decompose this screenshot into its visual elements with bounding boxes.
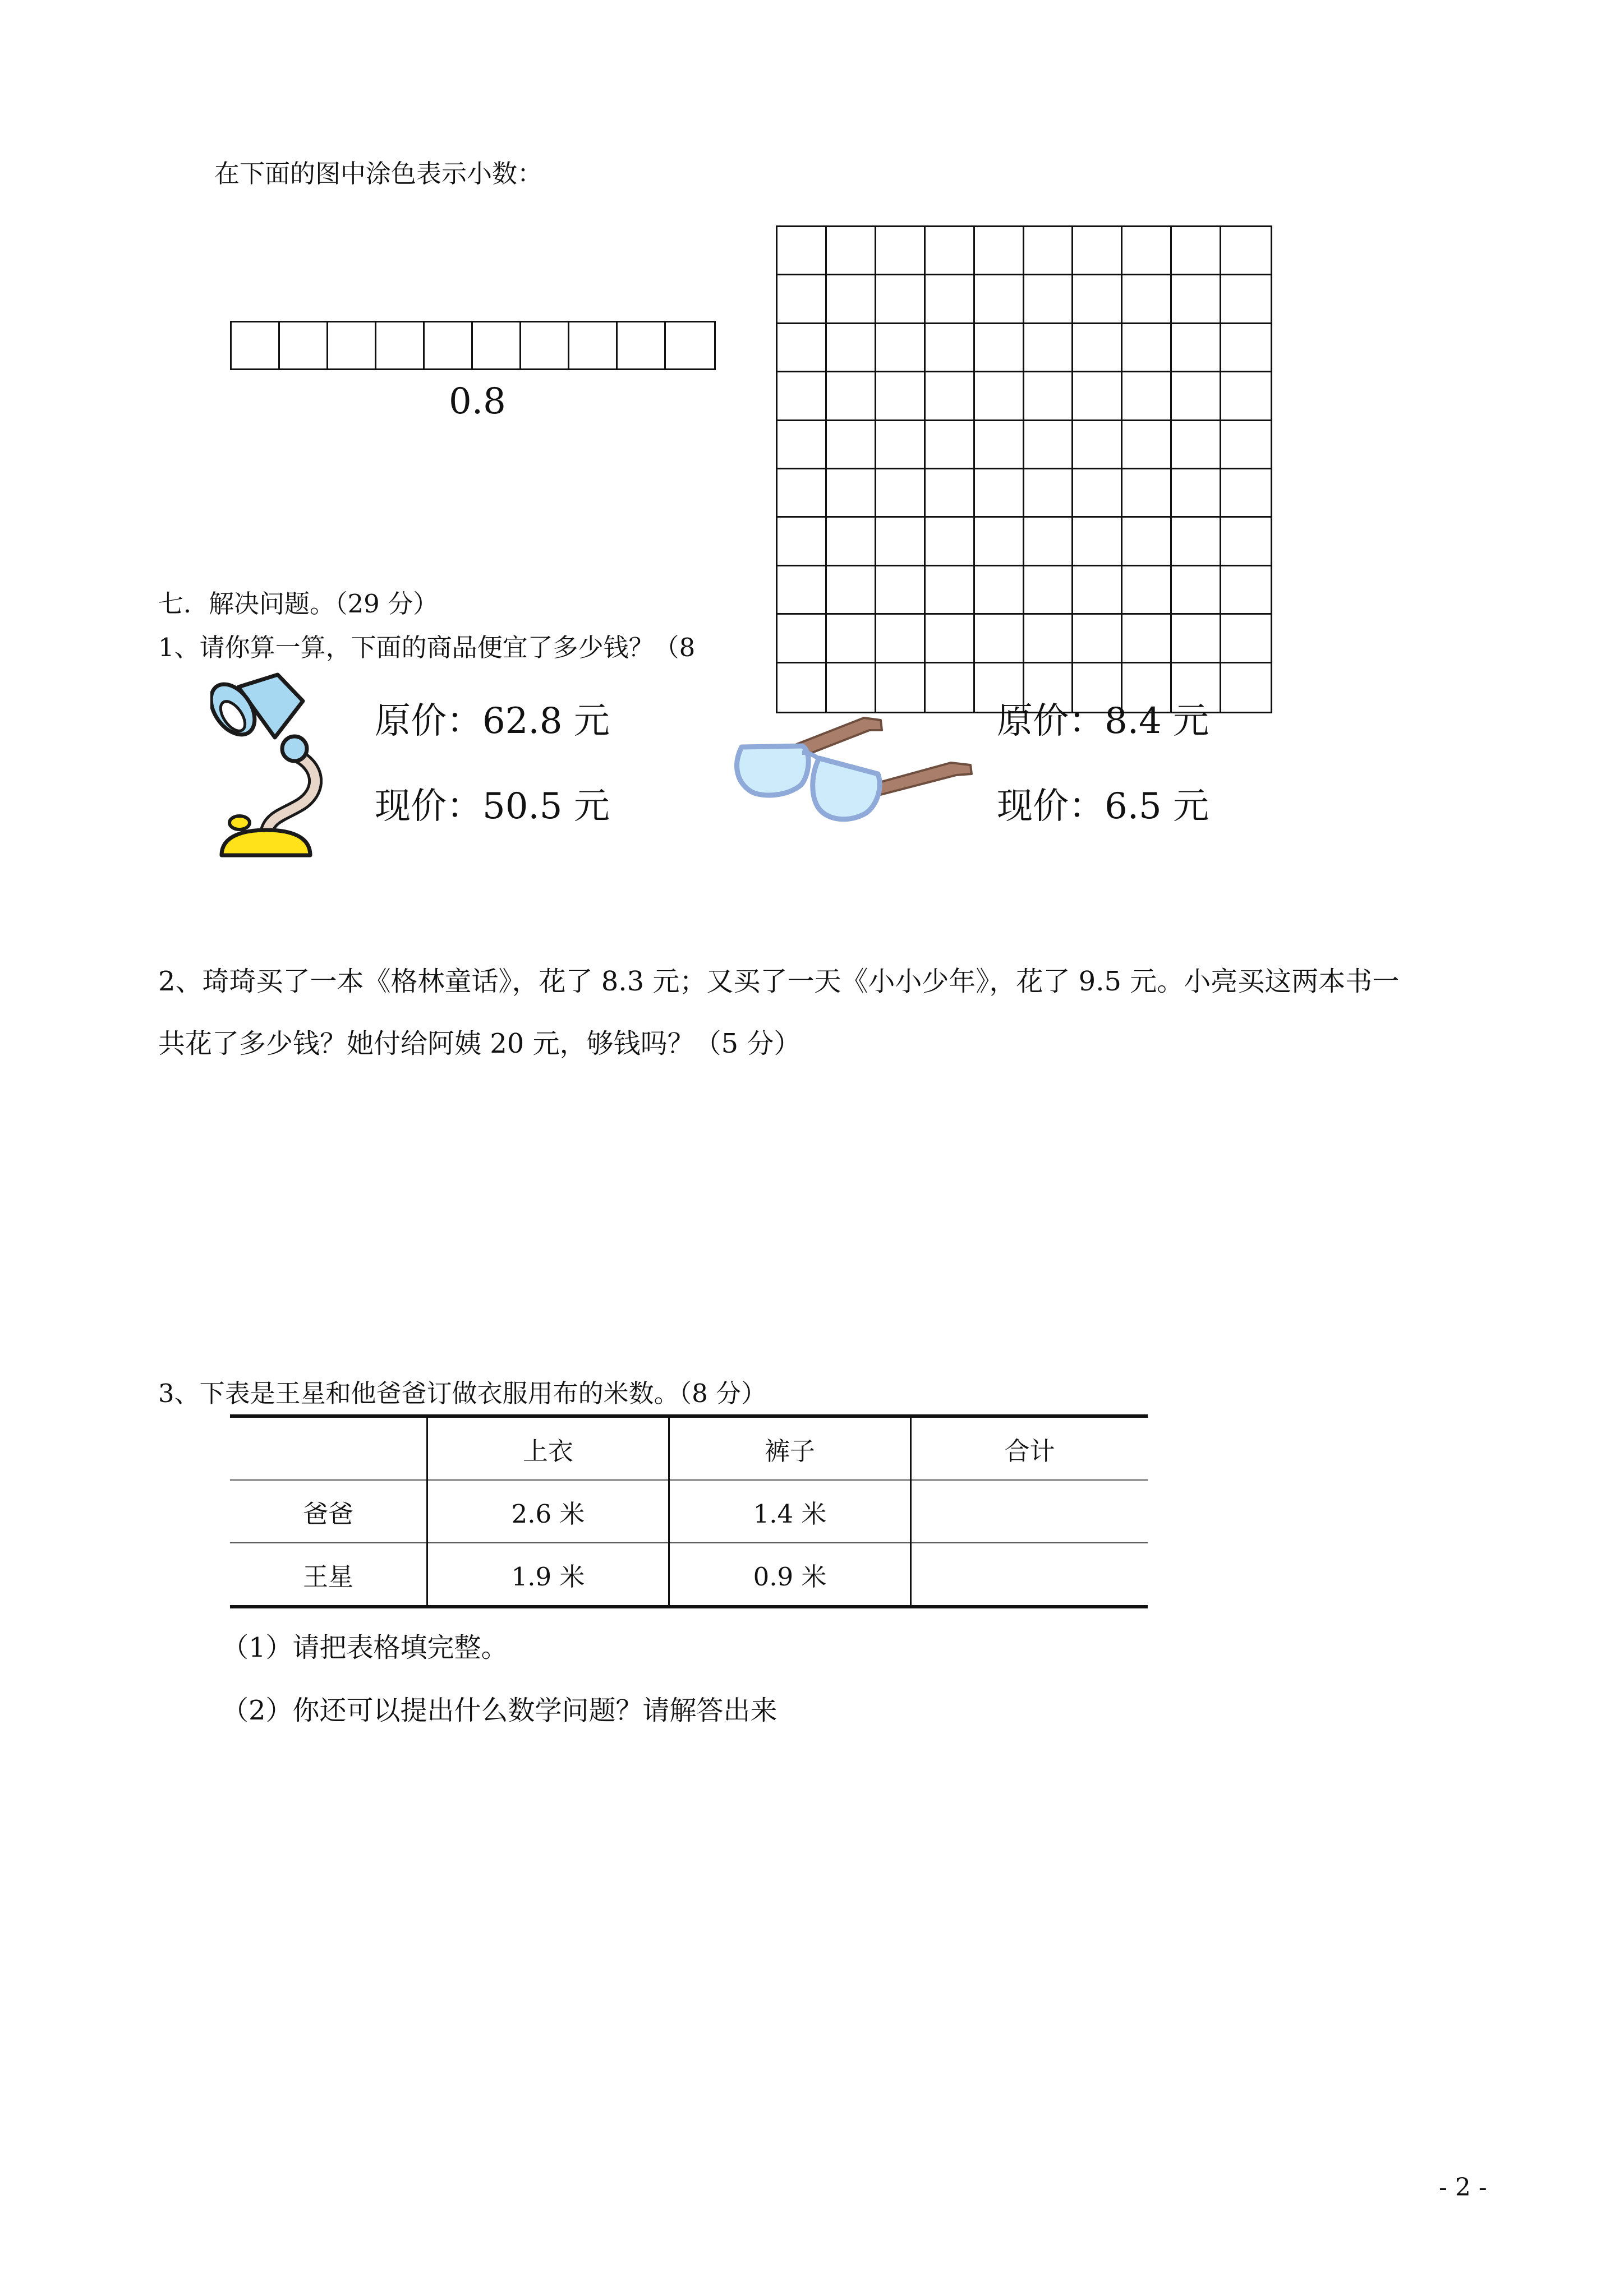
grid-cell[interactable] bbox=[1122, 324, 1172, 372]
strip-cell[interactable] bbox=[280, 322, 328, 368]
table-header-cell: 上衣 bbox=[427, 1416, 669, 1480]
fabric-table bbox=[230, 1414, 1148, 1608]
grid-cell[interactable] bbox=[1024, 615, 1074, 663]
grid-cell[interactable] bbox=[778, 372, 827, 421]
grid-cell[interactable] bbox=[827, 227, 876, 275]
grid-cell[interactable] bbox=[1122, 227, 1172, 275]
grid-cell[interactable] bbox=[926, 324, 975, 372]
grid-cell[interactable] bbox=[975, 566, 1024, 615]
grid-cell[interactable] bbox=[876, 421, 926, 469]
strip-cell[interactable] bbox=[425, 322, 473, 368]
grid-cell[interactable] bbox=[1221, 275, 1271, 324]
strip-cell[interactable] bbox=[328, 322, 376, 368]
lamp-current-price: 现价：50.5 元 bbox=[375, 786, 610, 827]
grid-cell[interactable] bbox=[876, 227, 926, 275]
grid-cell[interactable] bbox=[1024, 324, 1074, 372]
grid-cell[interactable] bbox=[926, 372, 975, 421]
grid-cell[interactable] bbox=[1221, 421, 1271, 469]
strip-cell[interactable] bbox=[569, 322, 618, 368]
grid-cell[interactable] bbox=[827, 372, 876, 421]
table-answer-cell[interactable] bbox=[911, 1543, 1148, 1607]
grid-cell[interactable] bbox=[926, 421, 975, 469]
grid-cell[interactable] bbox=[975, 421, 1024, 469]
grid-cell[interactable] bbox=[1122, 615, 1172, 663]
grid-cell[interactable] bbox=[827, 615, 876, 663]
table-cell: 2.6 米 bbox=[427, 1480, 669, 1543]
grid-cell[interactable] bbox=[827, 324, 876, 372]
grid-cell[interactable] bbox=[1122, 518, 1172, 566]
grid-cell[interactable] bbox=[1073, 566, 1122, 615]
grid-cell[interactable] bbox=[1122, 469, 1172, 518]
instruction-text: 在下面的图中涂色表示小数： bbox=[214, 159, 543, 188]
question-1-text: 1、请你算一算，下面的商品便宜了多少钱？（8 bbox=[158, 633, 696, 662]
grid-cell[interactable] bbox=[1221, 372, 1271, 421]
grid-cell[interactable] bbox=[778, 663, 827, 712]
grid-cell[interactable] bbox=[975, 227, 1024, 275]
grid-cell[interactable] bbox=[1024, 227, 1074, 275]
grid-cell[interactable] bbox=[1172, 372, 1221, 421]
grid-cell[interactable] bbox=[1073, 324, 1122, 372]
grid-cell[interactable] bbox=[926, 566, 975, 615]
glasses-icon bbox=[729, 713, 976, 834]
table-cell: 0.9 米 bbox=[669, 1543, 911, 1607]
grid-cell[interactable] bbox=[1024, 421, 1074, 469]
grid-cell[interactable] bbox=[778, 324, 827, 372]
grid-cell[interactable] bbox=[778, 421, 827, 469]
table-cell: 1.4 米 bbox=[669, 1480, 911, 1543]
grid-cell[interactable] bbox=[1221, 663, 1271, 712]
grid-cell[interactable] bbox=[827, 663, 876, 712]
grid-cell[interactable] bbox=[1172, 469, 1221, 518]
grid-cell[interactable] bbox=[778, 615, 827, 663]
table-header-cell: 裤子 bbox=[669, 1416, 911, 1480]
grid-cell[interactable] bbox=[1172, 421, 1221, 469]
grid-cell[interactable] bbox=[1073, 275, 1122, 324]
grid-cell[interactable] bbox=[876, 275, 926, 324]
table-header-cell bbox=[230, 1416, 427, 1480]
grid-cell[interactable] bbox=[1172, 566, 1221, 615]
grid-cell[interactable] bbox=[1221, 566, 1271, 615]
grid-cell[interactable] bbox=[1172, 275, 1221, 324]
glasses-original-price: 原价：8.4 元 bbox=[997, 700, 1209, 742]
table-header-cell: 合计 bbox=[911, 1416, 1148, 1480]
grid-cell[interactable] bbox=[1024, 275, 1074, 324]
table-header-row bbox=[230, 1416, 1148, 1480]
strip-label: 0.8 bbox=[449, 381, 506, 422]
grid-cell[interactable] bbox=[778, 566, 827, 615]
grid-cell[interactable] bbox=[1122, 421, 1172, 469]
grid-cell[interactable] bbox=[1073, 615, 1122, 663]
grid-cell[interactable] bbox=[975, 615, 1024, 663]
strip-cell[interactable] bbox=[521, 322, 569, 368]
grid-cell[interactable] bbox=[876, 324, 926, 372]
table-answer-cell[interactable] bbox=[911, 1480, 1148, 1543]
table-row bbox=[230, 1480, 1148, 1543]
table-cell: 王星 bbox=[230, 1543, 427, 1607]
section-title: 七．解决问题。（29 分） bbox=[158, 589, 439, 619]
grid-cell[interactable] bbox=[1073, 227, 1122, 275]
lamp-original-price: 原价：62.8 元 bbox=[375, 700, 610, 742]
grid-cell[interactable] bbox=[975, 469, 1024, 518]
grid-cell[interactable] bbox=[1024, 566, 1074, 615]
grid-cell[interactable] bbox=[926, 469, 975, 518]
grid-cell[interactable] bbox=[1073, 421, 1122, 469]
grid-cell[interactable] bbox=[827, 421, 876, 469]
sub-question-2: （2）你还可以提出什么数学问题？请解答出来 bbox=[222, 1695, 778, 1726]
grid-cell[interactable] bbox=[1122, 566, 1172, 615]
grid-cell[interactable] bbox=[876, 372, 926, 421]
grid-cell[interactable] bbox=[1221, 469, 1271, 518]
grid-cell[interactable] bbox=[778, 275, 827, 324]
grid-cell[interactable] bbox=[926, 275, 975, 324]
strip-cell[interactable] bbox=[376, 322, 425, 368]
grid-cell[interactable] bbox=[827, 566, 876, 615]
grid-cell[interactable] bbox=[1024, 469, 1074, 518]
grid-cell[interactable] bbox=[827, 469, 876, 518]
decimal-strip-grid[interactable] bbox=[230, 321, 716, 370]
grid-cell[interactable] bbox=[1024, 372, 1074, 421]
grid-cell[interactable] bbox=[876, 518, 926, 566]
grid-cell[interactable] bbox=[926, 663, 975, 712]
grid-cell[interactable] bbox=[1172, 615, 1221, 663]
strip-cell[interactable] bbox=[666, 322, 714, 368]
grid-cell[interactable] bbox=[926, 615, 975, 663]
grid-cell[interactable] bbox=[1221, 615, 1271, 663]
grid-cell[interactable] bbox=[1172, 227, 1221, 275]
grid-cell[interactable] bbox=[1172, 518, 1221, 566]
grid-cell[interactable] bbox=[1221, 227, 1271, 275]
grid-cell[interactable] bbox=[778, 469, 827, 518]
grid-cell[interactable] bbox=[975, 372, 1024, 421]
question-2-line-2: 共花了多少钱？她付给阿姨 20 元，够钱吗？（5 分） bbox=[158, 1028, 801, 1059]
grid-cell[interactable] bbox=[778, 227, 827, 275]
grid-cell[interactable] bbox=[876, 566, 926, 615]
desk-lamp-icon bbox=[210, 670, 323, 864]
grid-cell[interactable] bbox=[778, 518, 827, 566]
grid-cell[interactable] bbox=[827, 518, 876, 566]
grid-cell[interactable] bbox=[1024, 518, 1074, 566]
grid-cell[interactable] bbox=[975, 275, 1024, 324]
strip-cell[interactable] bbox=[473, 322, 521, 368]
grid-cell[interactable] bbox=[1172, 324, 1221, 372]
question-2-line-1: 2、琦琦买了一本《格林童话》，花了 8.3 元；又买了一天《小小少年》，花了 9.5 元。小亮买这两本书一 bbox=[158, 966, 1400, 997]
glasses-current-price: 现价：6.5 元 bbox=[997, 786, 1209, 827]
table-row bbox=[230, 1543, 1148, 1607]
strip-cell[interactable] bbox=[232, 322, 280, 368]
grid-cell[interactable] bbox=[926, 227, 975, 275]
grid-cell[interactable] bbox=[1073, 469, 1122, 518]
grid-cell[interactable] bbox=[1073, 518, 1122, 566]
table-cell: 1.9 米 bbox=[427, 1543, 669, 1607]
page-number: - 2 - bbox=[1439, 2173, 1487, 2202]
grid-cell[interactable] bbox=[926, 518, 975, 566]
grid-cell[interactable] bbox=[1221, 324, 1271, 372]
grid-cell[interactable] bbox=[876, 615, 926, 663]
grid-cell[interactable] bbox=[1122, 372, 1172, 421]
grid-cell[interactable] bbox=[1122, 275, 1172, 324]
strip-cell[interactable] bbox=[618, 322, 666, 368]
grid-cell[interactable] bbox=[827, 275, 876, 324]
grid-cell[interactable] bbox=[876, 663, 926, 712]
table-cell: 爸爸 bbox=[230, 1480, 427, 1543]
grid-cell[interactable] bbox=[1073, 372, 1122, 421]
question-3-text: 3、下表是王星和他爸爸订做衣服用布的米数。（8 分） bbox=[158, 1378, 767, 1408]
sub-question-1: （1）请把表格填完整。 bbox=[222, 1632, 508, 1663]
grid-cell[interactable] bbox=[1221, 518, 1271, 566]
grid-cell[interactable] bbox=[975, 518, 1024, 566]
hundred-square-grid[interactable] bbox=[776, 225, 1272, 713]
grid-cell[interactable] bbox=[876, 469, 926, 518]
grid-cell[interactable] bbox=[975, 324, 1024, 372]
